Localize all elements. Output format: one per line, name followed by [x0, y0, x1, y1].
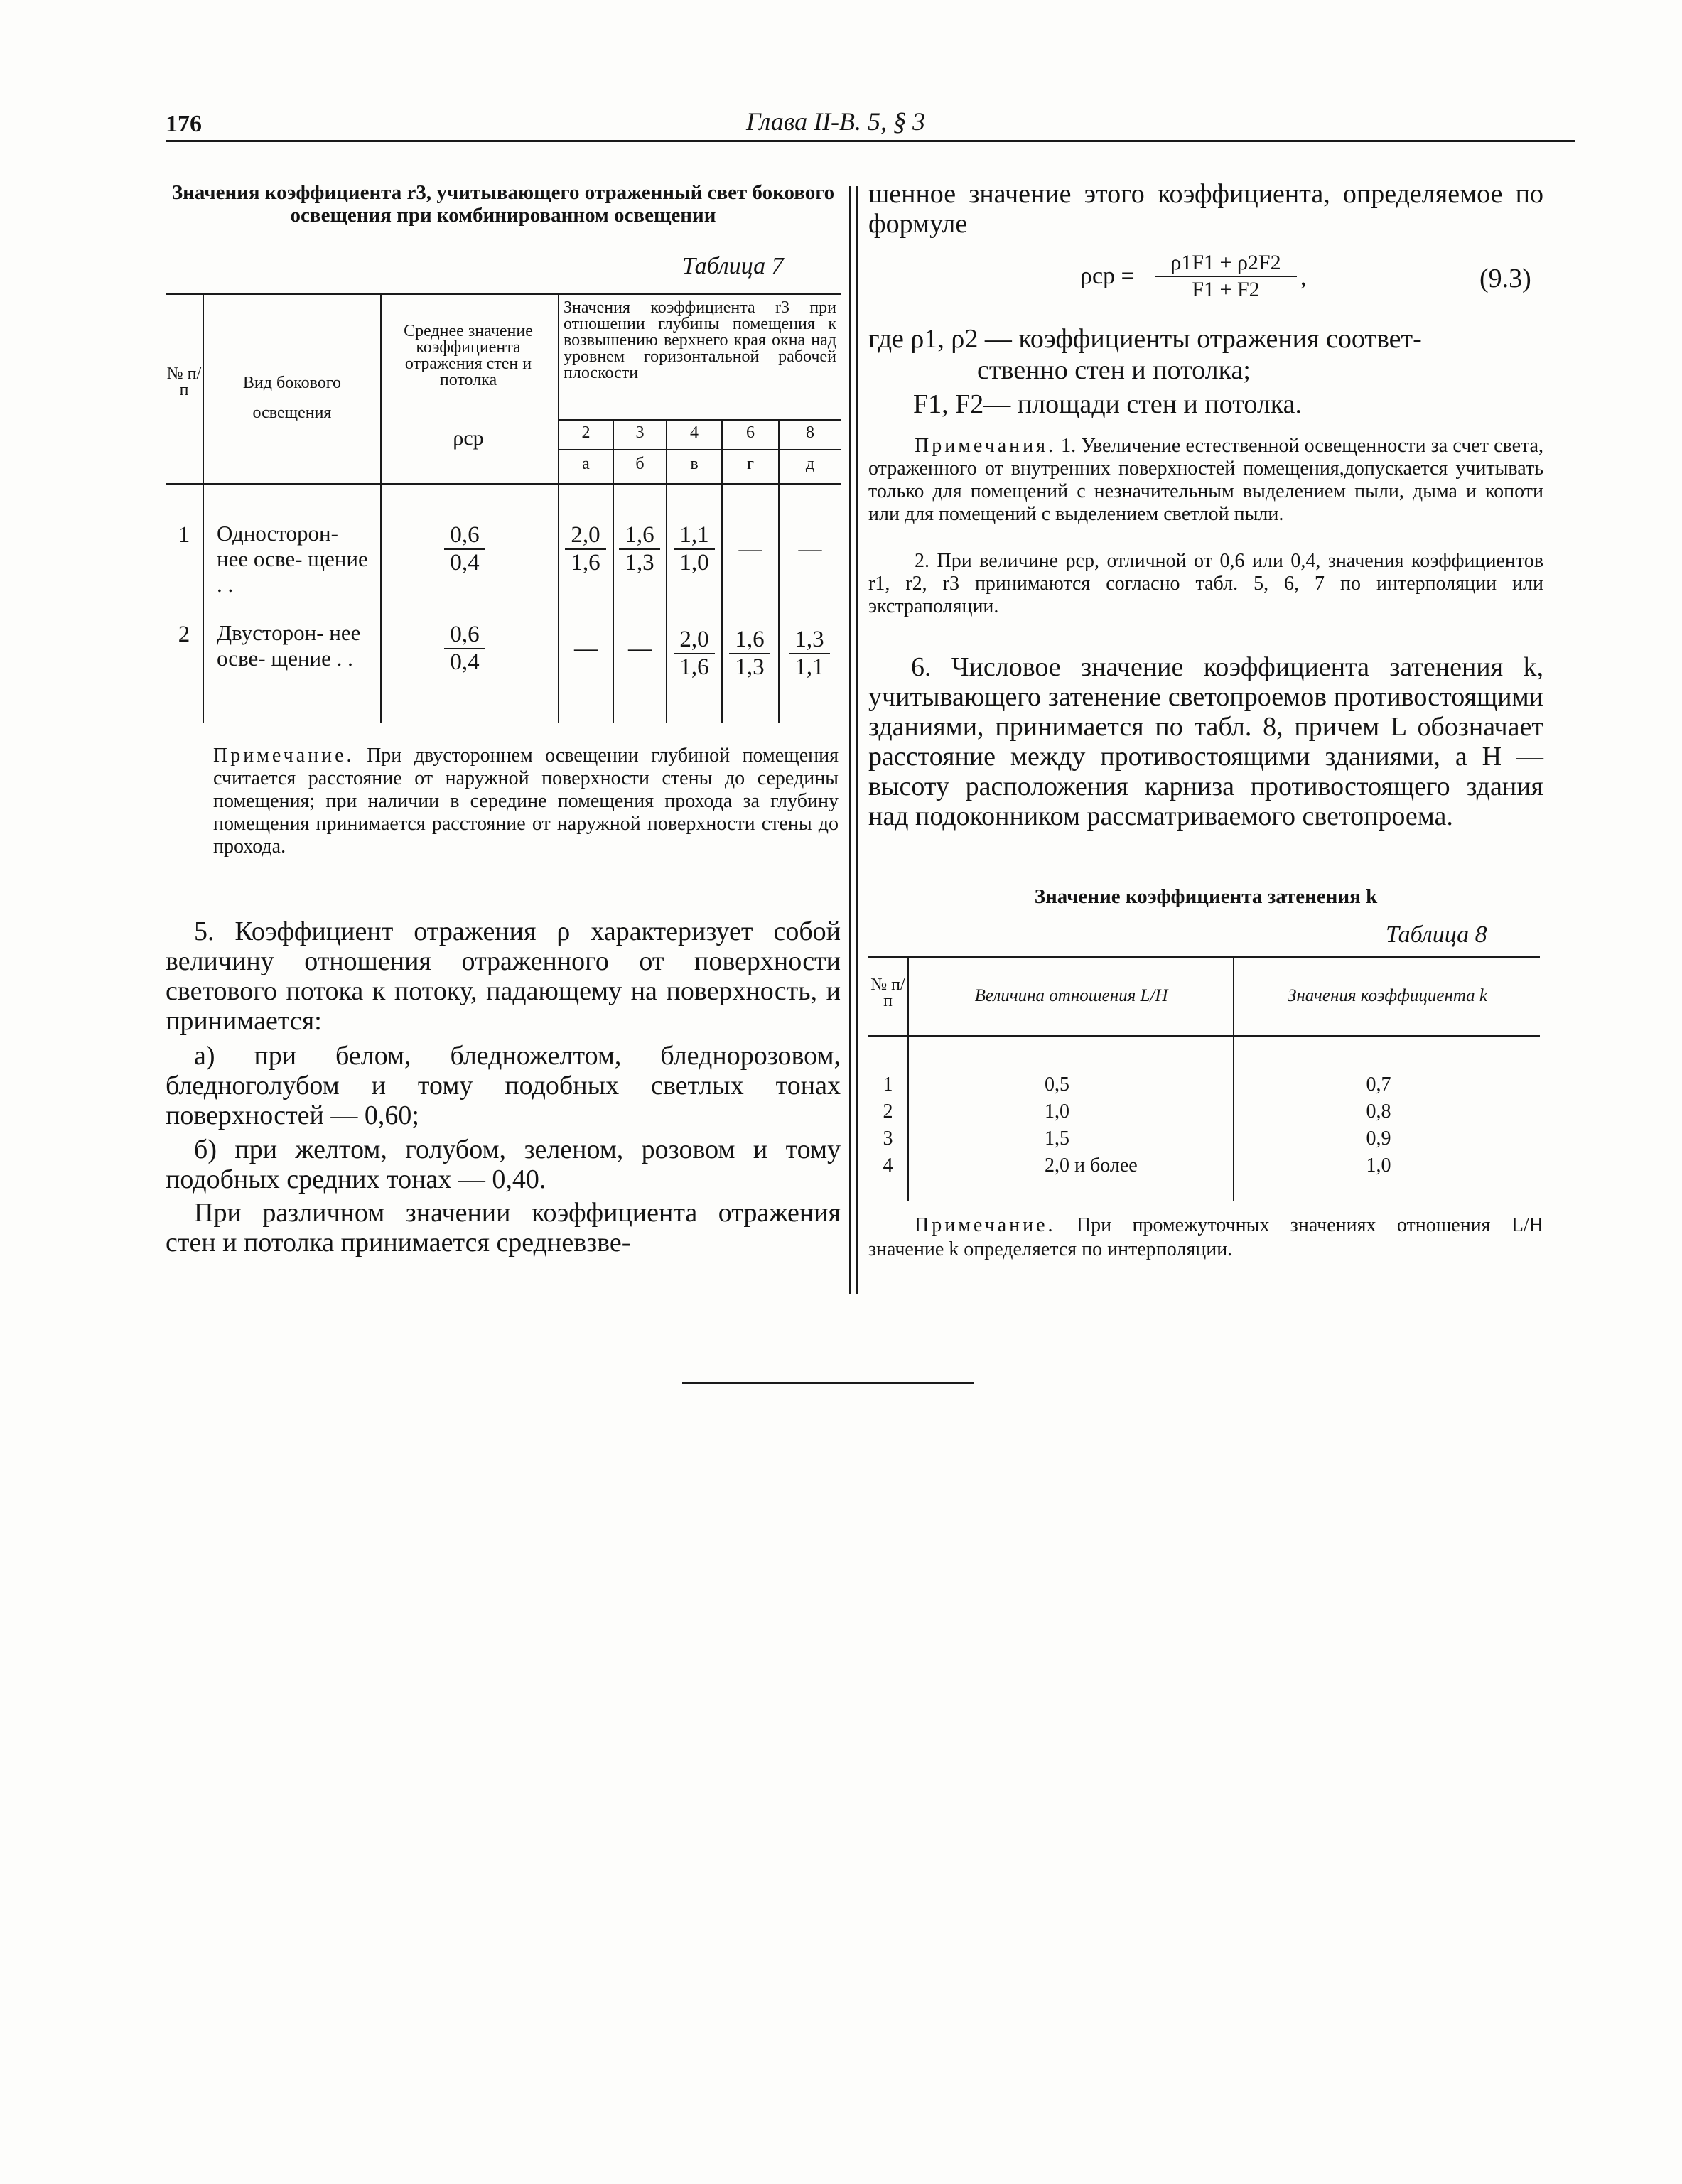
table7-row-type: Двусторон- нее осве- щение . . — [217, 620, 361, 671]
table7-ratio: 4 — [690, 423, 699, 442]
para5-intro: 5. Коэффициент отражения ρ характеризует собой величину отношения отраженного от поверхности светового потока к потоку, падающему на поверхность, и принимается: — [166, 917, 841, 1036]
table7-col-avg: Среднее значение коэффициента отражения стен и потолка — [404, 322, 533, 389]
formula-lhs: ρср = — [1080, 263, 1135, 289]
formula-where-2: F1, F2— площади стен и потолка. — [913, 389, 1303, 419]
running-title: Глава II-В. 5, § 3 — [746, 107, 926, 136]
para5-item-a: а) при белом, бледножелтом, бледнорозовом, бледноголубом и тому подобных светлых тонах поверхностей — 0,60; — [166, 1041, 841, 1130]
page-number: 176 — [166, 111, 202, 137]
table7-value: $\frac{2,0}{1,6}$ — [674, 627, 715, 681]
table7-letter: в — [690, 455, 699, 473]
table7-top-rule — [166, 293, 841, 295]
formula-note-2: 2. При величине ρср, отличной от 0,6 или 0,4, значения коэффициентов r1, r2, r3 принимаются согласно табл. 5, 6, 7 по интерполяции или экстраполяции. — [868, 550, 1543, 617]
table8-col-value: Значения коэффициента k — [1287, 986, 1488, 1005]
table7-ratio: 6 — [746, 423, 755, 442]
table7-letter: г — [747, 455, 754, 473]
table7-row-type: Односторон- нее осве- щение . . — [217, 521, 368, 597]
table8-col-num: № п/п — [870, 975, 905, 1010]
table7-value: — — [628, 636, 652, 661]
table7-vline — [380, 293, 382, 723]
table7-ratio: 2 — [581, 423, 591, 442]
table7-letter: б — [635, 455, 645, 473]
table7-value: $\frac{1,1}{1,0}$ — [674, 522, 715, 576]
formula-note-1: Примечания. 1. Увеличение естественной освещенности за счет света, отраженного от внутренних поверхностей помещения,допускается учитывать только для помещений с незначительным выделением пыли, дыма и копоти или для помещений с выделением светлой пыли. — [868, 435, 1544, 525]
table8-value: 0,7 0,8 0,9 1,0 — [1366, 1074, 1391, 1177]
table7-row-num: 1 — [178, 522, 190, 548]
formula-intro: шенное значение этого коэффициента, определяемое по формуле — [868, 179, 1543, 239]
formula-where-1b: ственно стен и потолка; — [977, 355, 1251, 385]
formula-comma: , — [1300, 264, 1307, 291]
table7-col-type: Вид бокового освещения — [242, 374, 342, 422]
formula-number: (9.3) — [1479, 264, 1531, 293]
para5-item-b: б) при желтом, голубом, зеленом, розовом и тому подобных средних тонах — 0,40. — [166, 1135, 841, 1194]
table7-rule — [558, 449, 841, 450]
table7-value: $\frac{1,3}{1,1}$ — [789, 627, 830, 681]
table7-ratio: 8 — [806, 423, 814, 442]
end-rule — [682, 1382, 974, 1384]
para5-closing: При различном значении коэффициента отражения стен и потолка принимается средневзве- — [166, 1198, 841, 1258]
table8-label: Таблица 8 — [1386, 921, 1487, 948]
header-rule — [166, 140, 1575, 142]
table7-row-num: 2 — [178, 622, 190, 647]
table7-letter: а — [582, 455, 590, 473]
table7-value: — — [798, 536, 822, 562]
table8-vline — [907, 956, 909, 1201]
table7-letter: д — [805, 455, 815, 473]
table7-value: — — [738, 536, 762, 562]
table7-label: Таблица 7 — [682, 253, 784, 279]
table8-header-rule — [868, 1035, 1540, 1037]
formula-where-1: где ρ1, ρ2 — коэффициенты отражения соответ- — [868, 324, 1422, 354]
table7-value: $\frac{2,0}{1,6}$ — [565, 522, 606, 576]
table7-col-num: № п/п — [166, 364, 202, 399]
table7-value: $\frac{1,6}{1,3}$ — [619, 522, 660, 576]
table7-row-avg: $\frac{0,6}{0,4}$ — [444, 622, 485, 676]
table8-col-ratio: Величина отношения L/H — [974, 986, 1168, 1005]
table7-vline — [203, 293, 204, 723]
table7-rule — [558, 419, 841, 421]
table7-col-values: Значения коэффициента r3 при отношении глубины помещения к возвышению верхнего края окна над уровнем горизонтальной рабочей плоскости — [564, 298, 836, 382]
table8-title: Значение коэффициента затенения k — [1034, 885, 1378, 908]
table8-note: Примечание. При промежуточных значениях отношения L/H значение k определяется по интерполяции. — [868, 1214, 1544, 1260]
table8-num: 1 2 3 4 — [883, 1074, 893, 1177]
table8-vline — [1233, 956, 1234, 1201]
table7-value: $\frac{1,6}{1,3}$ — [729, 627, 770, 681]
column-divider — [849, 186, 858, 1294]
table8-ratio: 0,5 1,0 1,5 2,0 и более — [1045, 1074, 1138, 1177]
para6: 6. Числовое значение коэффициента затенения k, учитывающего затенение светопроемов противостоящими зданиями, принимается по табл. 8, причем L обозначает расстояние между противостоящими зданиями, а H — высоту расположения карниза противостоящего здания над подоконником рассматриваемого светопроема. — [868, 652, 1543, 831]
table7-row-avg: $\frac{0,6}{0,4}$ — [444, 522, 485, 576]
formula-fraction: ρ1F1 + ρ2F2 F1 + F2 — [1155, 250, 1297, 303]
table8-top-rule — [868, 956, 1540, 958]
table7-value: — — [574, 636, 598, 661]
table7-title: Значения коэффициента r3, учитывающего отраженный свет бокового освещения при комбинированном освещении — [171, 181, 835, 227]
table7-col-avg-symbol: ρср — [453, 426, 484, 450]
table7-ratio: 3 — [635, 423, 645, 442]
table7-note: Примечание. При двустороннем освещении глубиной помещения считается расстояние от наружной поверхности стены до середины помещения; при наличии в середине помещения прохода за глубину помещения принимается расстояние от наружной поверхности стены до прохода. — [213, 745, 839, 858]
table7-header-rule — [166, 483, 841, 485]
